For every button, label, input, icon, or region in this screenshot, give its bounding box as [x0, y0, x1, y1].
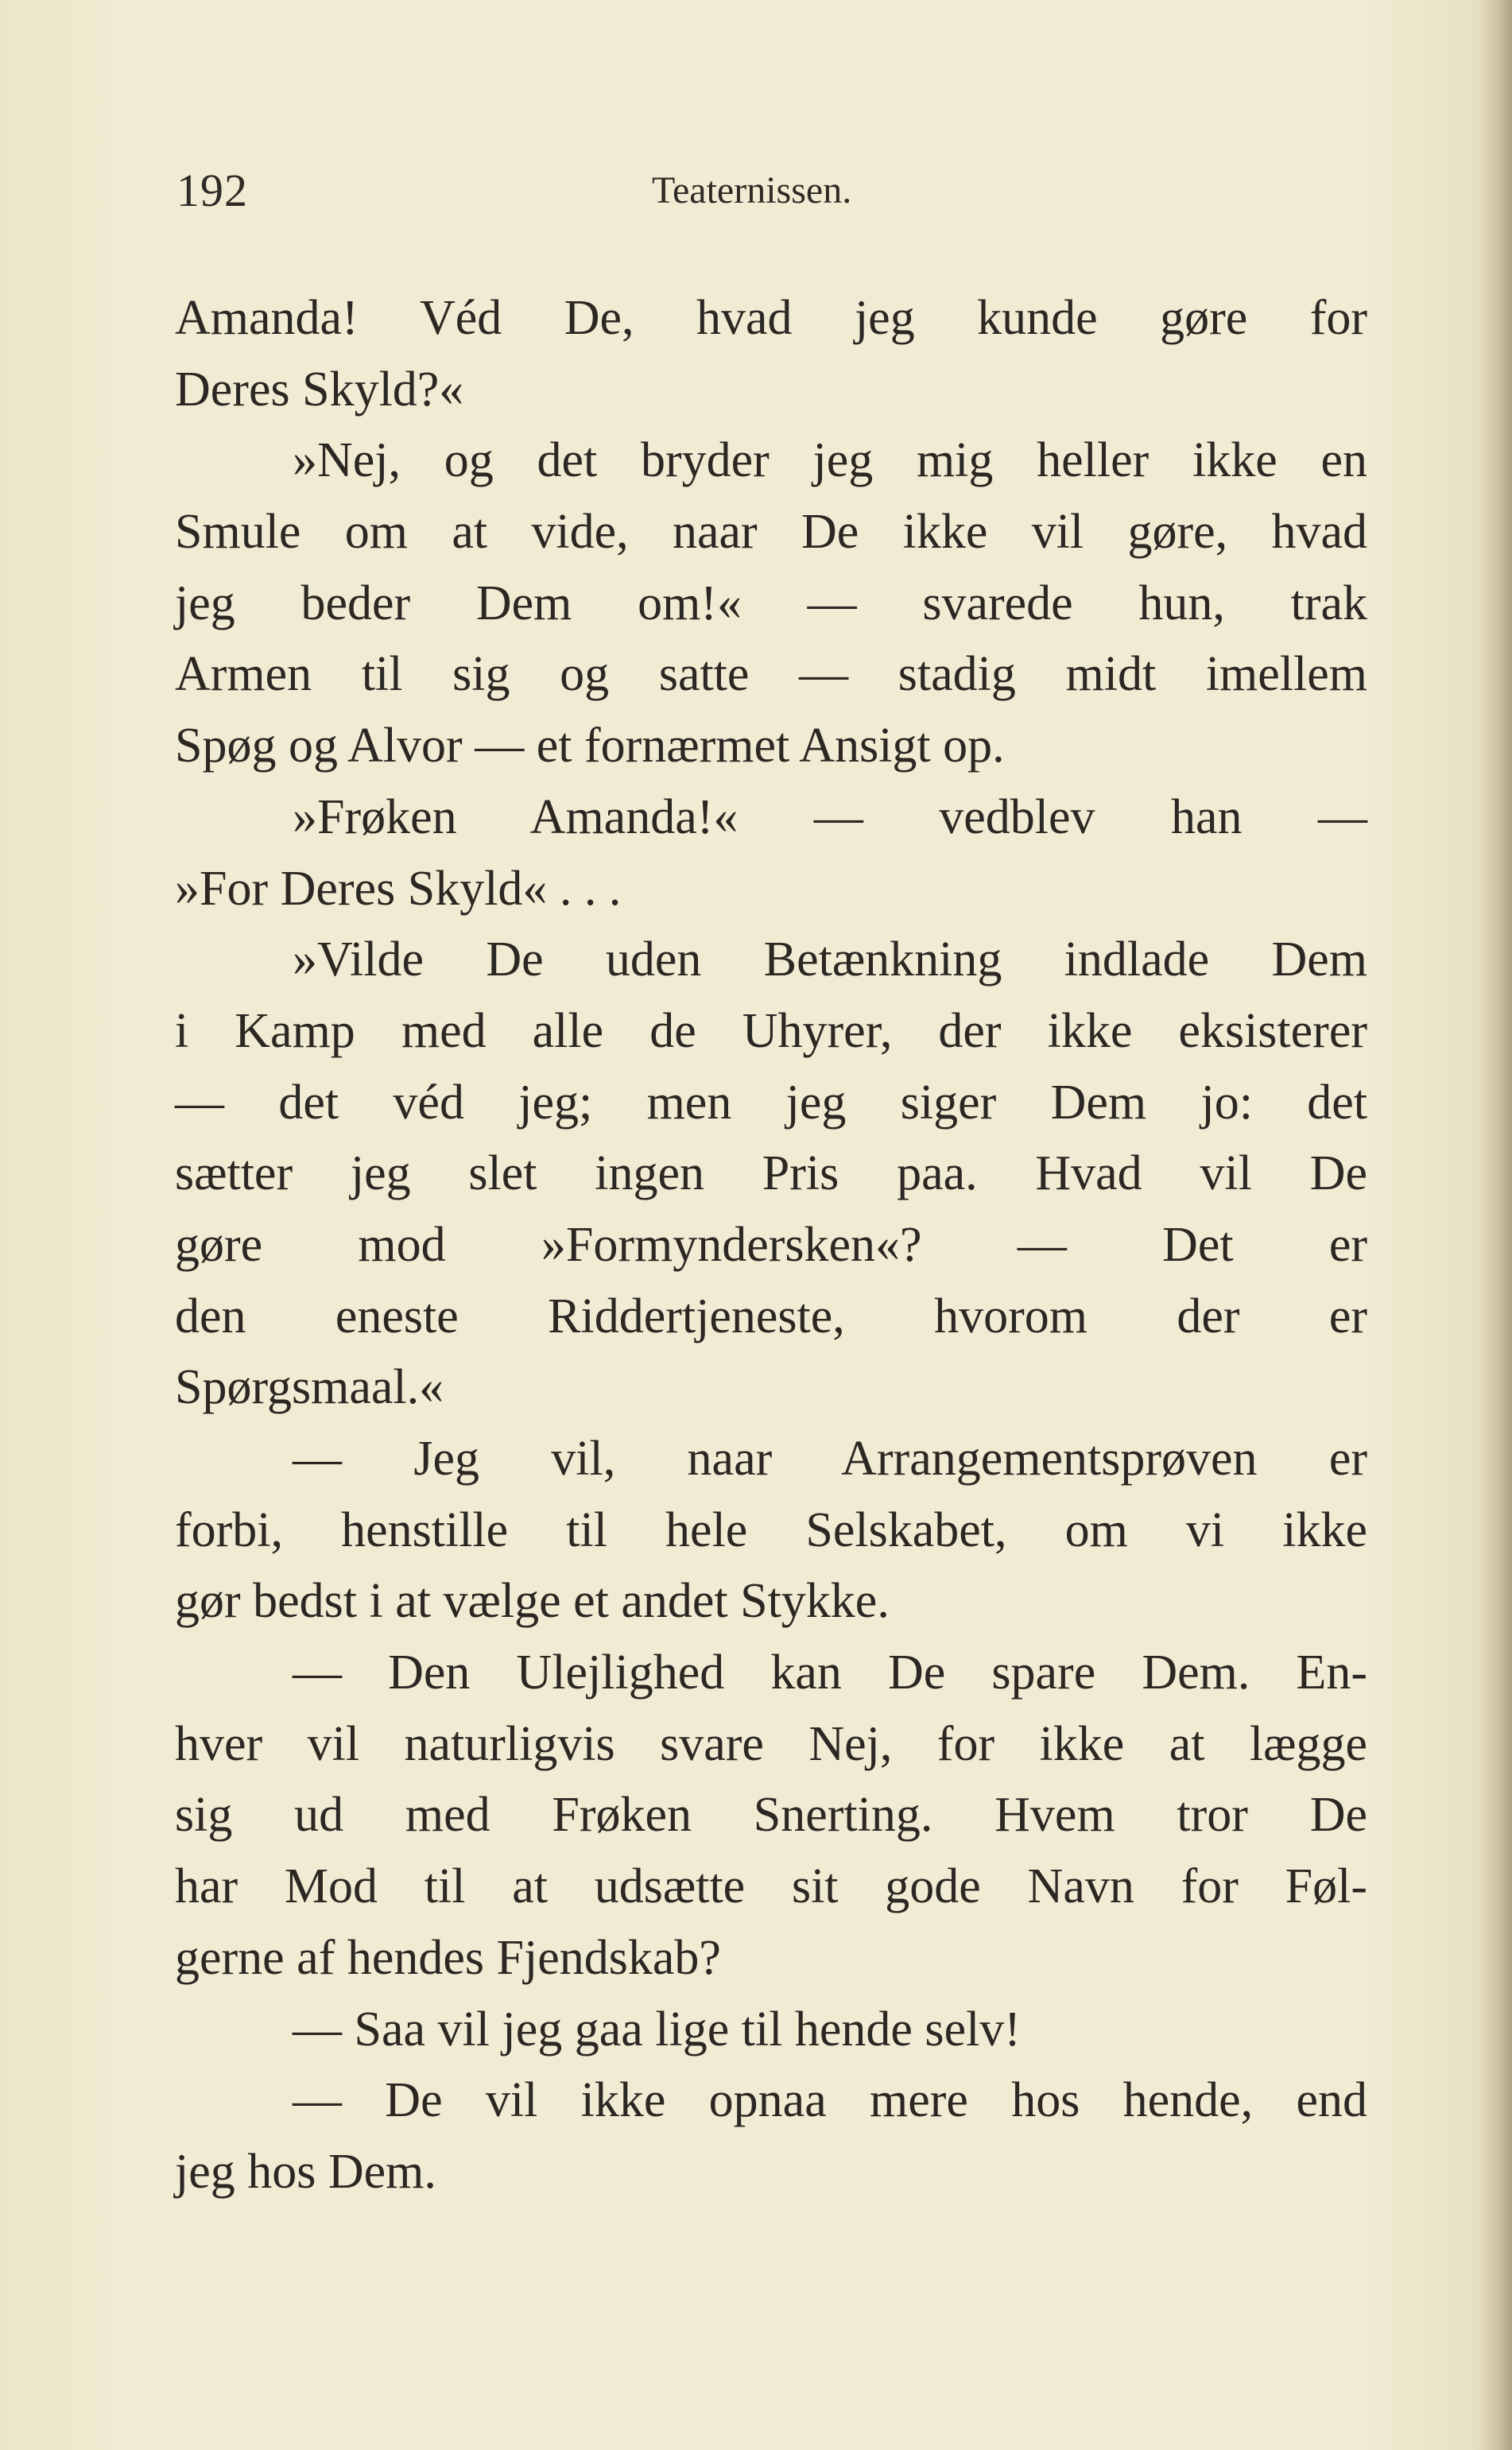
text-line: hver vil naturligvis svare Nej, for ikke at lægge — [175, 1716, 1367, 1771]
text-line: »Nej, og det bryder jeg mig heller ikke en — [293, 433, 1367, 488]
text-line: Smule om at vide, naar De ikke vil gøre, hvad — [175, 505, 1367, 560]
text-line: — det véd jeg; men jeg siger Dem jo: det — [175, 1075, 1367, 1130]
text-line: gør bedst i at vælge et andet Stykke. — [175, 1574, 890, 1629]
text-line: — Saa vil jeg gaa lige til hende selv! — [293, 2002, 1021, 2057]
running-head — [176, 156, 1369, 219]
text-line: gøre mod »Formyndersken«? — Det er — [175, 1217, 1367, 1272]
text-line: i Kamp med alle de Uhyrer, der ikke eksisterer — [175, 1003, 1367, 1058]
text-line: forbi, henstille til hele Selskabet, om vi ikke — [175, 1502, 1367, 1557]
text-line: den eneste Riddertjeneste, hvorom der er — [175, 1289, 1367, 1343]
running-title: Teaternissen. — [652, 169, 852, 211]
text-line: »Frøken Amanda!« — vedblev han — — [293, 789, 1367, 844]
text-line: Deres Skyld?« — [175, 362, 464, 417]
body-text — [175, 283, 1367, 2208]
text-line: Amanda! Véd De, hvad jeg kunde gøre for — [175, 291, 1367, 345]
text-line: Spøg og Alvor — et fornærmet Ansigt op. — [175, 719, 1005, 773]
text-line: Spørgsmaal.« — [175, 1360, 444, 1415]
text-line: sig ud med Frøken Snerting. Hvem tror De — [175, 1788, 1367, 1843]
text-line: — Den Ulejlighed kan De spare Dem. En- — [293, 1646, 1367, 1700]
text-line: — De vil ikke opnaa mere hos hende, end — [293, 2073, 1367, 2128]
text-line: sætter jeg slet ingen Pris paa. Hvad vil De — [175, 1146, 1367, 1201]
text-line: »Vilde De uden Betænkning indlade Dem — [293, 932, 1367, 987]
text-line: jeg beder Dem om!« — svarede hun, trak — [175, 576, 1367, 630]
page-number: 192 — [176, 165, 248, 216]
text-line: Armen til sig og satte — stadig midt imellem — [175, 647, 1367, 702]
text-line: gerne af hendes Fjendskab? — [175, 1930, 721, 1985]
text-line: — Jeg vil, naar Arrangementsprøven er — [293, 1432, 1367, 1486]
text-line: »For Deres Skyld« . . . — [175, 861, 622, 916]
text-line: har Mod til at udsætte sit gode Navn for Føl- — [175, 1859, 1367, 1914]
text-line: jeg hos Dem. — [175, 2144, 436, 2199]
page-edge-shadow — [1480, 0, 1512, 2450]
